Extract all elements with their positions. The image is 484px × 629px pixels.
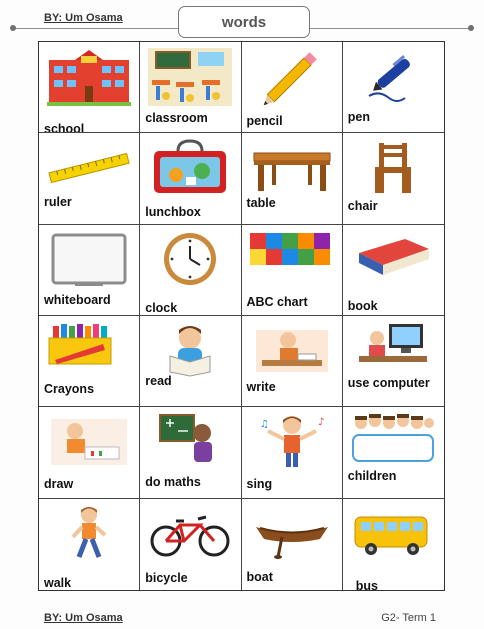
clock-icon [146,229,234,291]
vocab-cell-bus [343,499,444,590]
vocab-word: whiteboard [44,292,111,307]
vocab-cell-write [242,316,343,407]
vocab-word: classroom [145,111,208,125]
header-rule-dot-right [468,25,474,31]
vocab-word: do maths [145,475,201,490]
computer-icon [349,320,437,382]
group-of-children-icon [349,411,437,473]
table-icon [248,137,336,199]
crayons-icon [45,320,133,382]
vocab-cell-pen [343,42,444,133]
vocab-word: Crayons [44,382,95,396]
vocabulary-grid [38,41,445,591]
vocab-cell-pencil [242,42,343,133]
child-writing-icon [248,320,336,382]
vocab-cell-boat [242,499,343,590]
vocab-word: bus [355,578,378,590]
vocab-cell-children [343,407,444,498]
vocab-cell-ruler [39,133,140,224]
vocab-word: chair [347,199,378,214]
child-drawing-icon [45,411,133,473]
vocab-word: lunchbox [145,205,201,220]
vocab-word: boat [246,569,273,584]
vocab-cell-bicycle [140,499,241,590]
vocab-word: pen [347,110,370,124]
school-building-icon [45,46,133,108]
vocab-word: ABC chart [246,294,308,309]
vocab-word: read [145,374,172,388]
vocab-cell-do-maths [140,407,241,498]
bicycle-icon [146,503,234,565]
vocab-cell-book [343,225,444,316]
boat-icon [248,503,336,565]
abc-chart-icon [248,229,336,291]
vocab-word: book [347,298,378,313]
vocab-cell-use-computer [343,316,444,407]
header-rule-dot-left [10,25,16,31]
vocab-cell-chair [343,133,444,224]
vocab-word: table [246,196,276,211]
child-at-chalkboard-icon [146,411,234,473]
grade-term-label: G2- Term 1 [381,612,436,624]
vocab-word: use computer [347,376,430,390]
vocab-word: write [246,380,276,394]
vocab-word: pencil [246,114,283,128]
vocab-word: draw [44,477,74,492]
lunchbox-icon [146,137,234,199]
svg-text:♪: ♪ [317,417,324,429]
vocab-word: ruler [44,195,72,210]
pencil-icon [248,46,336,108]
vocab-word: bicycle [145,570,188,585]
vocab-cell-clock [140,225,241,316]
pen-icon [349,46,437,108]
vocab-cell-abc-chart [242,225,343,316]
vocab-cell-read [140,316,241,407]
author-credit-bottom: BY: Um Osama [44,612,123,624]
vocab-cell-crayons [39,316,140,407]
child-walking-icon [45,503,133,565]
vocab-cell-lunchbox [140,133,241,224]
ruler-icon [45,137,133,199]
vocab-cell-classroom [140,42,241,133]
vocab-word: walk [44,575,72,590]
vocab-word: children [347,469,397,484]
svg-text:♫: ♫ [259,419,269,431]
school-bus-icon [349,503,437,565]
child-singing-icon [248,411,336,473]
vocab-cell-table [242,133,343,224]
author-credit-top: BY: Um Osama [44,12,123,24]
chair-icon [349,137,437,199]
vocab-cell-walk [39,499,140,590]
vocab-cell-draw [39,407,140,498]
vocab-cell-school [39,42,140,133]
whiteboard-icon [45,229,133,291]
book-icon [349,229,437,291]
vocab-cell-sing [242,407,343,498]
worksheet-title: words [178,6,310,38]
vocab-word: sing [246,477,273,492]
vocab-cell-whiteboard [39,225,140,316]
classroom-icon [146,46,234,108]
child-reading-icon [146,320,234,382]
vocab-word: clock [145,300,178,315]
vocab-word: school [44,122,85,134]
